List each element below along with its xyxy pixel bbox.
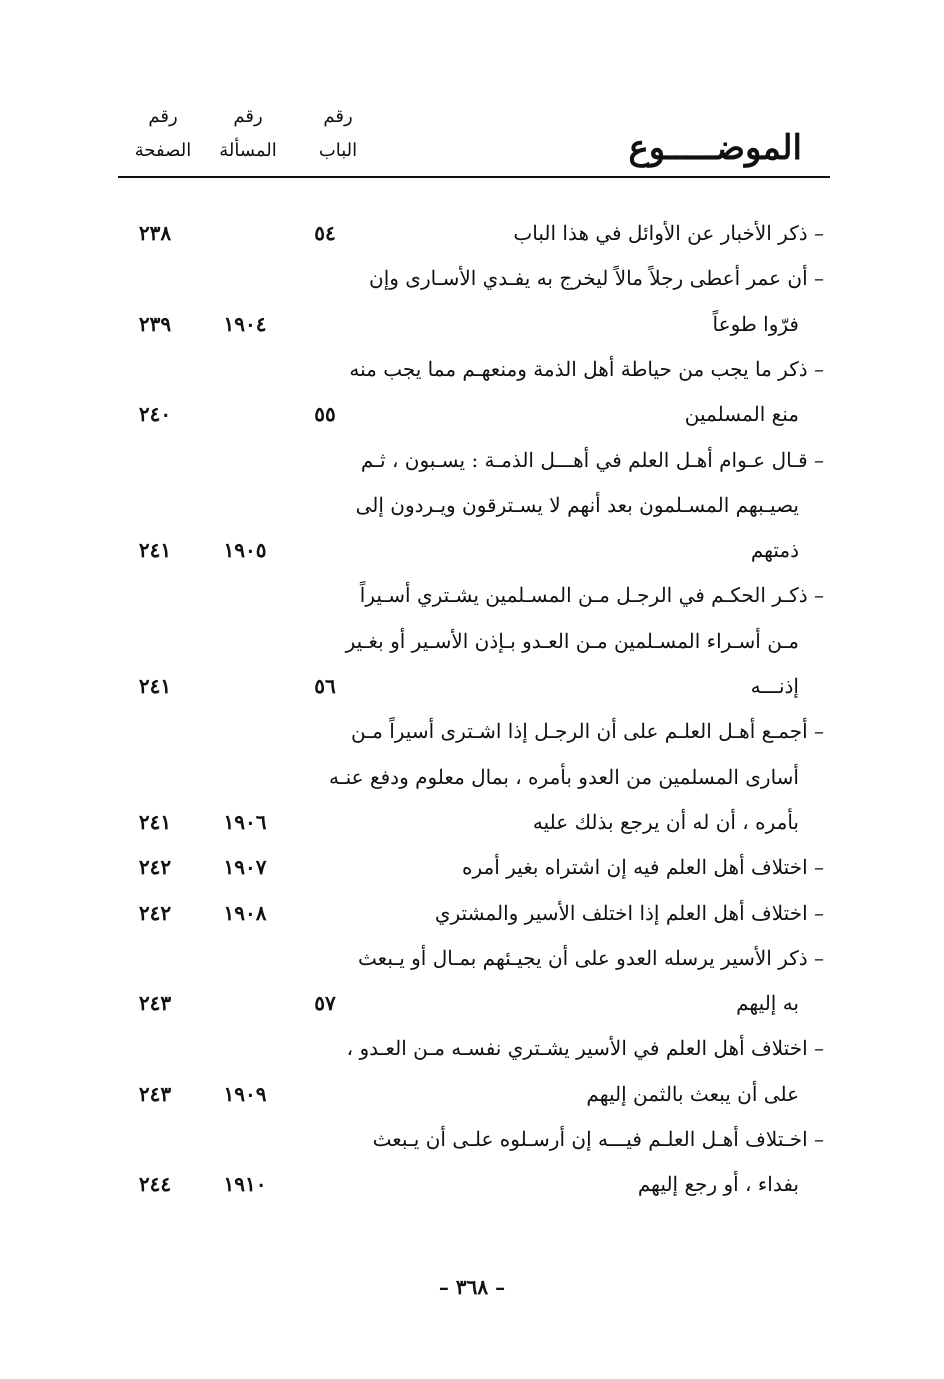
chapter-header-line1: رقم [323,106,353,127]
entry-chapter-number: ٥٦ [314,674,336,698]
question-column-header [203,100,293,168]
entry-line: بأمره ، أن له أن يرجع بذلك عليه [532,809,799,834]
entry-line: – اختلاف أهل العلم إذا اختلف الأسير والمشتري [434,900,824,925]
entry-page-number: ٢٤١ [138,538,172,563]
entry-question-number [200,211,290,255]
entry-line: به إليهم [736,991,799,1016]
entry-line: – أن عمر أعطى رجلاً مالاً ليخرج به يفـدي الأسـارى وإن [369,266,824,291]
entry-page-number: ٢٤٢ [138,855,172,880]
entry-page-number: ٢٤٠ [138,402,172,427]
entry-line: أسارى المسلمين من العدو بأمره ، بمال معلوم ودفع عنـه [329,764,799,789]
question-header-line2: المسألة [219,140,277,161]
entry-line: – ذكر الأخبار عن الأوائل في هذا الباب [513,221,824,245]
entry-question-number [200,392,290,436]
entry-page-number: ٢٤٣ [138,991,172,1016]
entry-line: – أجمـع أهـل العلـم على أن الرجـل إذا اشـترى أسيراً مـن [351,719,824,744]
entry-chapter-number [280,800,370,844]
entry-question-number: ١٩٠٧ [223,855,267,880]
entry-chapter-number: ٥٧ [314,991,336,1016]
entry-question-number: ١٩١٠ [223,1172,267,1197]
entry-line: إذنـــه [750,674,799,698]
entry-line: يصيـبهم المسـلمون بعد أنهم لا يسـترقون ويـردون إلى [355,492,799,517]
entry-line: – ذكـر الحكـم في الرجـل مـن المسـلمين يشـتري أسـيراً [359,583,824,608]
entry-page-number: ٢٣٨ [138,221,172,245]
entry-line: منع المسلمين [684,402,799,427]
entry-chapter-number [280,845,370,889]
entry-chapter-number: ٥٥ [314,402,336,427]
page-column-header [118,100,208,168]
entry-chapter-number [280,891,370,935]
entry-page-number: ٢٤٤ [138,1172,172,1197]
entry-question-number: ١٩٠٩ [223,1081,267,1106]
entry-question-number [200,981,290,1025]
table-header [118,100,830,178]
entry-chapter-number [280,1072,370,1116]
entry-line: – اخـتلاف أهـل العلـم فيـــه إن أرسـلوه علـى أن يـبعث [372,1127,824,1151]
entry-line: ذمتهم [750,538,799,563]
entry-line: – قـال عـوام أهـل العلم في أهـــل الذمـة : يسـبون ، ثـم [360,447,824,472]
entry-question-number: ١٩٠٦ [223,809,267,834]
entry-question-number: ١٩٠٤ [223,311,267,336]
entry-page-number: ٢٤١ [138,809,172,834]
entry-line: على أن يبعث بالثمن إليهم [586,1081,799,1106]
entry-chapter-number: ٥٤ [314,221,336,245]
entry-line: – اختلاف أهل العلم فيه إن اشتراه بغير أمره [461,855,824,880]
entry-question-number: ١٩٠٨ [223,900,267,925]
entry-chapter-number [280,528,370,572]
topic-column-title: الموضـــــوع [628,128,802,168]
entry-question-number: ١٩٠٥ [223,538,267,563]
page-number: – ٣٦٨ – [438,1275,506,1299]
entry-page-number: ٢٤١ [138,674,172,698]
entry-line: – ذكر الأسير يرسله العدو على أن يجيـئهم بمـال أو يـبعث [358,945,824,970]
entry-line: فرّوا طوعاً [712,311,799,336]
page-header-line2: الصفحة [134,140,192,161]
entry-line: مـن أسـراء المسـلمين مـن العـدو بـإذن الأسـير أو بغـير [345,628,799,653]
entry-chapter-number [280,1162,370,1206]
entry-line: بفداء ، أو رجع إليهم [637,1172,799,1197]
header-divider [118,176,830,178]
entry-line: – ذكر ما يجب من حياطة أهل الذمة ومنعهـم مما يجب منه [349,356,824,381]
chapter-column-header [293,100,383,168]
question-header-line1: رقم [233,106,263,127]
entry-line: – اختلاف أهل العلم في الأسير يشـتري نفسـه مـن العـدو ، [346,1036,824,1061]
entry-page-number: ٢٤٣ [138,1081,172,1106]
entry-question-number [200,664,290,708]
entry-page-number: ٢٤٢ [138,900,172,925]
page-header-line1: رقم [148,106,178,127]
entry-chapter-number [280,302,370,346]
entry-page-number: ٢٣٩ [138,311,172,336]
chapter-header-line2: الباب [318,140,358,161]
